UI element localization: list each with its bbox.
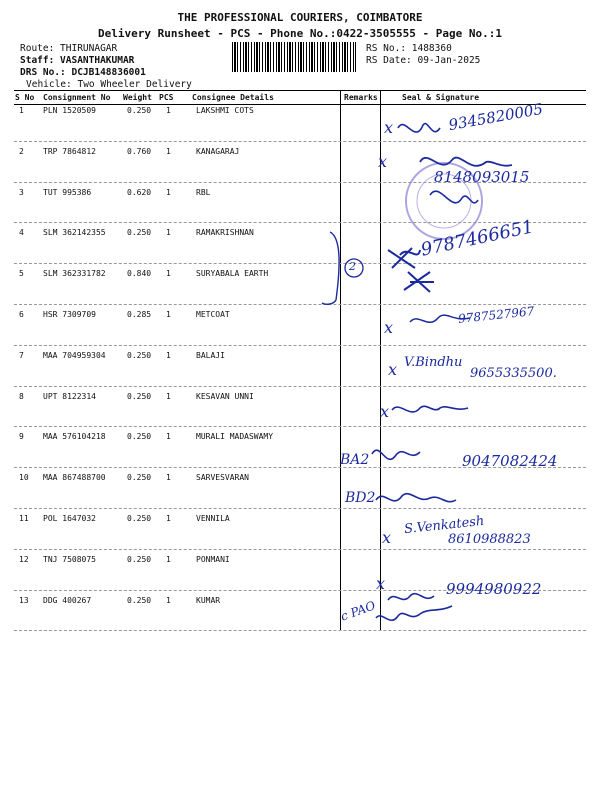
hand-phone-row9: 9047082424 [462, 452, 558, 470]
cell-sno: 10 [19, 473, 29, 483]
cell-pcs: 1 [166, 350, 171, 360]
cell-sno: 7 [19, 350, 24, 360]
sig-row9 [372, 450, 420, 459]
cell-sno: 6 [19, 310, 24, 319]
cell-consignment: MAA 576104218 [43, 432, 106, 442]
cell-consignee: PONMANI [196, 554, 230, 564]
cell-consignment: TRP 7864812 [43, 146, 96, 156]
cell-consignee: RAMAKRISHNAN [196, 228, 254, 238]
cell-weight: 0.250 [127, 106, 152, 115]
sig-row13 [376, 606, 452, 620]
col-pcs: PCS [159, 93, 174, 102]
cell-weight: 0.250 [127, 473, 152, 483]
cell-sno: 5 [19, 269, 24, 279]
cell-consignment: TUT 995386 [43, 187, 92, 197]
col-weight: Weight [123, 93, 152, 102]
cell-consignee: KUMAR [196, 595, 221, 605]
cell-weight: 0.250 [127, 432, 152, 442]
cell-pcs: 1 [166, 595, 171, 605]
route-label: Route: THIRUNAGAR [20, 43, 118, 54]
col-seal: Seal & Signature [402, 93, 480, 102]
cell-consignment: MAA 704959304 [43, 350, 106, 360]
cell-weight: 0.285 [127, 310, 152, 319]
cell-sno: 3 [19, 187, 24, 197]
staff-label: Staff: VASANTHAKUMAR [20, 55, 135, 66]
hand-tick-row12: x [376, 574, 386, 593]
cell-pcs: 1 [166, 310, 171, 319]
cell-consignment: MAA 867488700 [43, 473, 106, 483]
cell-consignee: VENNILA [196, 514, 230, 523]
cell-consignment: POL 1647032 [43, 514, 96, 523]
sig-row4 [388, 248, 420, 268]
cell-sno: 11 [19, 514, 29, 523]
rs-date-label: RS Date: 09-Jan-2025 [366, 55, 481, 66]
hand-tick-row6: x [384, 318, 394, 337]
col-consignee: Consignee Details [192, 93, 274, 102]
cell-pcs: 1 [166, 106, 171, 115]
cell-sno: 2 [19, 146, 24, 156]
sig-row5 [404, 272, 434, 292]
cell-consignee: LAKSHMI COTS [196, 106, 254, 115]
cell-sno: 9 [19, 432, 24, 442]
cell-consignee: SARVESVARAN [196, 473, 249, 483]
cell-weight: 0.250 [127, 554, 152, 564]
hand-phone-row7: 9655335500. [470, 366, 557, 381]
hand-phone-row2: 8148093015 [434, 168, 530, 186]
col-consignment: Consignment No [43, 93, 111, 102]
cell-consignment: DDG 400267 [43, 595, 92, 605]
cell-weight: 0.250 [127, 228, 152, 238]
cell-weight: 0.760 [127, 146, 152, 156]
cell-pcs: 1 [166, 432, 171, 442]
cell-weight: 0.620 [127, 187, 152, 197]
hand-tick-row11: x [382, 528, 392, 547]
hand-name-row7: V.Bindhu [404, 355, 463, 370]
cell-consignment: UPT 8122314 [43, 391, 96, 401]
hand-phone-row12: 9994980922 [446, 580, 542, 598]
cell-pcs: 1 [166, 187, 171, 197]
hand-tick-row1: x [384, 118, 394, 137]
cell-consignment: PLN 1520509 [43, 106, 96, 115]
cell-pcs: 1 [166, 473, 171, 483]
sig-row8 [392, 406, 468, 412]
hand-phone-row6: 9787527967 [457, 304, 535, 326]
hand-tick-row7: x [388, 360, 398, 379]
sig-row12 [388, 594, 434, 600]
hand-code-row9: BA2 [340, 452, 370, 468]
cell-pcs: 1 [166, 146, 171, 156]
cell-sno: 12 [19, 554, 29, 564]
cell-consignment: HSR 7309709 [43, 310, 96, 319]
cell-sno: 8 [19, 391, 24, 401]
hand-phone-row4: 9787466651 [419, 216, 536, 261]
cell-consignee: KANAGARAJ [196, 146, 240, 156]
cell-pcs: 1 [166, 514, 171, 523]
hand-phone-row1: 9345820005 [447, 99, 545, 135]
cell-sno: 1 [19, 106, 24, 115]
sig-row10 [376, 494, 456, 502]
hand-code-row10: BD2 [345, 490, 376, 506]
cell-weight: 0.250 [127, 514, 152, 523]
cell-consignee: METCOAT [196, 310, 230, 319]
sig-row1 [398, 124, 440, 133]
rs-no-label: RS No.: 1488360 [366, 43, 452, 54]
cell-pcs: 1 [166, 554, 171, 564]
cell-sno: 4 [19, 228, 24, 238]
col-remarks: Remarks [344, 93, 378, 102]
vehicle-label: Vehicle: Two Wheeler Delivery [26, 79, 192, 90]
cell-weight: 0.840 [127, 269, 152, 279]
cell-weight: 0.250 [127, 391, 152, 401]
cell-consignment: TNJ 7508075 [43, 554, 96, 564]
bracket-mark [322, 232, 339, 304]
col-sno: S No [15, 93, 35, 102]
cell-pcs: 1 [166, 391, 171, 401]
cell-pcs: 1 [166, 269, 171, 279]
cell-consignee: KESAVAN UNNI [196, 391, 254, 401]
runsheet-subtitle: Delivery Runsheet - PCS - Phone No.:0422-3505555 - Page No.:1 [98, 27, 502, 40]
drs-label: DRS No.: DCJB148836001 [20, 67, 146, 78]
cell-pcs: 1 [166, 228, 171, 238]
hand-name-row11: S.Venkatesh [403, 513, 486, 538]
cell-consignment: SLM 362142355 [43, 228, 106, 238]
cell-consignee: BALAJI [196, 350, 225, 360]
hand-phone-row11: 8610988823 [448, 532, 531, 547]
hand-circle-number: 2 [349, 260, 356, 273]
cell-consignee: MURALI MADASWAMY [196, 432, 274, 442]
cell-consignee: SURYABALA EARTH [196, 269, 269, 279]
cell-sno: 13 [19, 595, 29, 605]
hand-tick-row8: x [380, 402, 390, 421]
cell-weight: 0.250 [127, 595, 152, 605]
hand-tick-row2: x [378, 152, 388, 171]
hand-code-row13: c PAO [338, 598, 378, 624]
cell-weight: 0.250 [127, 350, 152, 360]
company-title: THE PROFESSIONAL COURIERS, COIMBATORE [177, 11, 423, 24]
cell-consignee: RBL [196, 187, 211, 197]
cell-consignment: SLM 362331782 [43, 269, 106, 279]
